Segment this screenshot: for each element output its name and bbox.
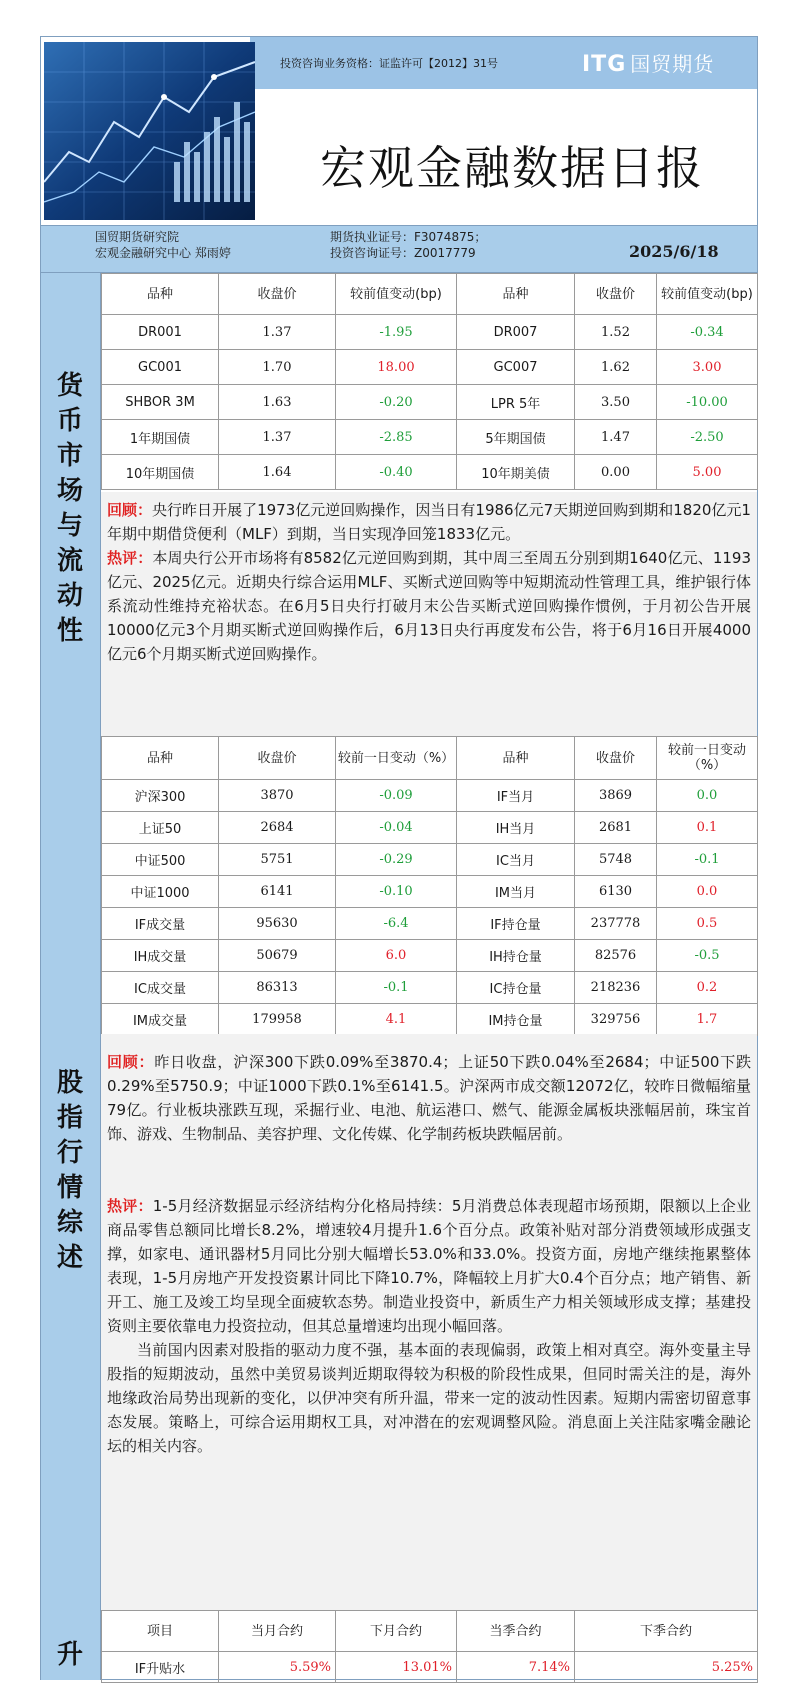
change-value: 3.00 <box>657 350 758 385</box>
financial-chart-image <box>44 42 255 220</box>
table-row <box>102 972 758 1004</box>
org-line2: 宏观金融研究中心 郑雨婷 <box>95 246 231 260</box>
close-value: 1.64 <box>219 455 336 490</box>
side-label-char: 升 <box>56 1640 83 1670</box>
side-label-char: 情 <box>56 1173 83 1203</box>
table-header-row <box>102 274 758 315</box>
change-value: -0.40 <box>336 455 457 490</box>
brand-en: ITG <box>582 52 627 77</box>
column-header: 品种 <box>457 737 575 780</box>
comment-paragraph <box>107 546 751 666</box>
page-title: 宏观金融数据日报 <box>320 141 704 195</box>
review-text: 昨日收盘，沪深300下跌0.09%至3870.4；上证50下跌0.04%至2684；中证500下跌0.29%至5750.9；中证1000下跌0.1%至6141.5。沪深两市成交额12072亿，较昨日微幅缩量79亿。行业板块涨跌互现，采掘行业、电池、航运港口、燃气、能源金属板块涨幅居前，珠宝首饰、游戏、生物制品、美容护理、文化传媒、化学制药板块跌幅居前。 <box>107 1053 751 1143</box>
change-value: 5.00 <box>657 455 758 490</box>
close-value: 6141 <box>219 876 336 908</box>
change-value: -0.34 <box>657 315 758 350</box>
column-header: 较前一日变动（%） <box>336 737 457 780</box>
column-header: 收盘价 <box>219 274 336 315</box>
comment-paragraph-2: 当前国内因素对股指的驱动力度不强，基本面的表现偏弱，政策上相对真空。海外变量主导股指的短期波动，虽然中美贸易谈判近期取得较为积极的阶段性成果，但同时需关注的是，海外地缘政治局势出现新的变化，以伊冲突有所升温，带来一定的波动性因素。短期内需密切留意事态发展。策略上，可综合运用期权工具，对冲潜在的宏观调整风险。消息面上关注陆家嘴金融论坛的相关内容。 <box>107 1341 751 1455</box>
comment-label: 热评： <box>107 549 153 567</box>
table-row <box>102 315 758 350</box>
side-label-char: 股 <box>56 1068 83 1098</box>
table-row <box>102 1004 758 1036</box>
money-market-table <box>101 273 758 490</box>
instrument-name: DR007 <box>457 315 575 350</box>
instrument-name: IM成交量 <box>102 1004 219 1036</box>
instrument-name: IM持仓量 <box>457 1004 575 1036</box>
close-value: 1.37 <box>219 420 336 455</box>
side-label-char: 与 <box>56 511 83 541</box>
change-value: 18.00 <box>336 350 457 385</box>
review-label: 回顾： <box>107 501 153 519</box>
column-header: 收盘价 <box>575 737 657 780</box>
instrument-name: IH成交量 <box>102 940 219 972</box>
close-value: 3870 <box>219 780 336 812</box>
side-label-char: 币 <box>56 406 83 436</box>
cert-line2: 投资咨询证号：Z0017779 <box>330 246 476 260</box>
money-market-commentary <box>101 492 757 736</box>
change-value: -6.4 <box>336 908 457 940</box>
change-value: -0.09 <box>336 780 457 812</box>
brand-cn: 国贸期货 <box>630 52 715 76</box>
close-value: 95630 <box>219 908 336 940</box>
close-value: 5748 <box>575 844 657 876</box>
instrument-name: 10年期美债 <box>457 455 575 490</box>
table-row <box>102 812 758 844</box>
table-row <box>102 350 758 385</box>
cert-info <box>330 229 486 261</box>
column-header: 品种 <box>102 737 219 780</box>
instrument-name: GC007 <box>457 350 575 385</box>
column-header: 较前值变动(bp) <box>657 274 758 315</box>
qualification-text: 投资咨询业务资格：证监许可【2012】31号 <box>280 57 498 70</box>
instrument-name: IC持仓量 <box>457 972 575 1004</box>
side-label-char: 货 <box>56 371 83 401</box>
table-row <box>102 780 758 812</box>
table-row <box>102 908 758 940</box>
instrument-name: IF当月 <box>457 780 575 812</box>
section-stock-index-label <box>41 736 101 1610</box>
instrument-name: IC成交量 <box>102 972 219 1004</box>
instrument-name: SHBOR 3M <box>102 385 219 420</box>
instrument-name: 上证50 <box>102 812 219 844</box>
review-text: 央行昨日开展了1973亿元逆回购操作，因当日有1986亿元7天期逆回购到期和1820亿元1年期中期借贷便利（MLF）到期，当日实现净回笼1833亿元。 <box>107 501 751 543</box>
table-row <box>102 844 758 876</box>
instrument-name: DR001 <box>102 315 219 350</box>
org-info <box>95 229 231 261</box>
column-header: 当月合约 <box>219 1611 336 1652</box>
column-header: 品种 <box>457 274 575 315</box>
basis-value: 7.14% <box>457 1652 575 1683</box>
table-row <box>102 455 758 490</box>
column-header: 较前一日变动（%） <box>657 737 758 780</box>
close-value: 1.70 <box>219 350 336 385</box>
report-date: 2025/6/18 <box>629 242 719 261</box>
stock-index-table <box>101 736 758 1036</box>
basis-value: 5.25% <box>575 1652 758 1683</box>
basis-value: 13.01% <box>336 1652 457 1683</box>
org-line1: 国贸期货研究院 <box>95 230 180 244</box>
change-value: -10.00 <box>657 385 758 420</box>
change-value: -0.04 <box>336 812 457 844</box>
instrument-name: 5年期国债 <box>457 420 575 455</box>
close-value: 3869 <box>575 780 657 812</box>
instrument-name: 10年期国债 <box>102 455 219 490</box>
change-value: 0.0 <box>657 876 758 908</box>
close-value: 1.63 <box>219 385 336 420</box>
change-value: 0.2 <box>657 972 758 1004</box>
column-header: 品种 <box>102 274 219 315</box>
close-value: 1.47 <box>575 420 657 455</box>
side-label-char: 动 <box>56 581 83 611</box>
instrument-name: IC当月 <box>457 844 575 876</box>
basis-value: 5.59% <box>219 1652 336 1683</box>
change-value: 1.7 <box>657 1004 758 1036</box>
instrument-name: GC001 <box>102 350 219 385</box>
comment-paragraph <box>107 1194 751 1338</box>
instrument-name: IF持仓量 <box>457 908 575 940</box>
change-value: -2.50 <box>657 420 758 455</box>
instrument-name: IF升贴水 <box>102 1652 219 1683</box>
table-header-row <box>102 1611 758 1652</box>
instrument-name: IF成交量 <box>102 908 219 940</box>
instrument-name: 沪深300 <box>102 780 219 812</box>
instrument-name: IM当月 <box>457 876 575 908</box>
change-value: 0.1 <box>657 812 758 844</box>
close-value: 1.37 <box>219 315 336 350</box>
comment-text: 本周央行公开市场将有8582亿元逆回购到期，其中周三至周五分别到期1640亿元、1193亿元、2025亿元。近期央行综合运用MLF、买断式逆回购等中短期流动性管理工具，维护银行体系流动性维持充裕状态。在6月5日央行打破月末公告买断式逆回购操作惯例，于月初公告开展10000亿元3个月期买断式逆回购操作后，6月13日央行再度发布公告，将于6月16日开展4000亿元6个月期买断式逆回购操作。 <box>107 549 751 663</box>
comment-label: 热评： <box>107 1197 153 1215</box>
close-value: 329756 <box>575 1004 657 1036</box>
table-row <box>102 420 758 455</box>
close-value: 86313 <box>219 972 336 1004</box>
side-label-char: 场 <box>56 476 83 506</box>
section-basis-label <box>41 1610 101 1680</box>
column-header: 项目 <box>102 1611 219 1652</box>
close-value: 2684 <box>219 812 336 844</box>
table-header-row <box>102 737 758 780</box>
close-value: 179958 <box>219 1004 336 1036</box>
side-label-char: 综 <box>56 1208 83 1238</box>
brand-logo <box>582 48 714 77</box>
change-value: 4.1 <box>336 1004 457 1036</box>
side-label-text <box>41 1066 99 1276</box>
stock-index-commentary <box>101 1034 757 1610</box>
side-label-text <box>41 369 99 649</box>
review-paragraph <box>107 498 751 546</box>
column-header: 收盘价 <box>219 737 336 780</box>
change-value: 6.0 <box>336 940 457 972</box>
close-value: 1.52 <box>575 315 657 350</box>
instrument-name: IH持仓量 <box>457 940 575 972</box>
instrument-name: IH当月 <box>457 812 575 844</box>
close-value: 3.50 <box>575 385 657 420</box>
close-value: 82576 <box>575 940 657 972</box>
side-label-char: 指 <box>56 1103 83 1133</box>
close-value: 237778 <box>575 908 657 940</box>
change-value: 0.0 <box>657 780 758 812</box>
table-row <box>102 940 758 972</box>
column-header: 较前值变动(bp) <box>336 274 457 315</box>
change-value: -0.10 <box>336 876 457 908</box>
table-row <box>102 876 758 908</box>
close-value: 218236 <box>575 972 657 1004</box>
instrument-name: 1年期国债 <box>102 420 219 455</box>
close-value: 0.00 <box>575 455 657 490</box>
cert-line1: 期货执业证号：F3074875； <box>330 230 487 244</box>
review-label: 回顾： <box>107 1053 155 1071</box>
basis-table <box>101 1610 758 1683</box>
change-value: -0.1 <box>657 844 758 876</box>
instrument-name: 中证1000 <box>102 876 219 908</box>
instrument-name: 中证500 <box>102 844 219 876</box>
change-value: -1.95 <box>336 315 457 350</box>
side-label-char: 市 <box>56 441 83 471</box>
side-label-char: 述 <box>56 1243 83 1273</box>
table-row <box>102 385 758 420</box>
column-header: 下月合约 <box>336 1611 457 1652</box>
change-value: -0.5 <box>657 940 758 972</box>
column-header: 当季合约 <box>457 1611 575 1652</box>
change-value: -0.29 <box>336 844 457 876</box>
change-value: -0.20 <box>336 385 457 420</box>
close-value: 50679 <box>219 940 336 972</box>
close-value: 5751 <box>219 844 336 876</box>
side-label-char: 流 <box>56 546 83 576</box>
change-value: 0.5 <box>657 908 758 940</box>
table-row <box>102 1652 758 1683</box>
side-label-char: 性 <box>56 616 83 646</box>
review-paragraph <box>107 1050 751 1146</box>
side-label-text <box>41 1638 99 1673</box>
close-value: 6130 <box>575 876 657 908</box>
close-value: 2681 <box>575 812 657 844</box>
section-money-market-label <box>41 273 101 736</box>
column-header: 下季合约 <box>575 1611 758 1652</box>
close-value: 1.62 <box>575 350 657 385</box>
column-header: 收盘价 <box>575 274 657 315</box>
side-label-char: 行 <box>56 1138 83 1168</box>
comment-text: 1-5月经济数据显示经济结构分化格局持续：5月消费总体表现超市场预期，限额以上企业商品零售总额同比增长8.2%，增速较4月提升1.6个百分点。政策补贴对部分消费领域形成强支撑，如家电、通讯器材5月同比分别大幅增长53.0%和33.0%。投资方面，房地产继续拖累整体表现，1-5月房地产开发投资累计同比下降10.7%，降幅较上月扩大0.4个百分点；地产销售、新开工、施工及竣工均呈现全面疲软态势。制造业投资中，新质生产力相关领域形成支撑；基建投资则主要依靠电力投资拉动，但其总量增速均出现小幅回落。 <box>107 1197 751 1335</box>
instrument-name: LPR 5年 <box>457 385 575 420</box>
change-value: -0.1 <box>336 972 457 1004</box>
change-value: -2.85 <box>336 420 457 455</box>
